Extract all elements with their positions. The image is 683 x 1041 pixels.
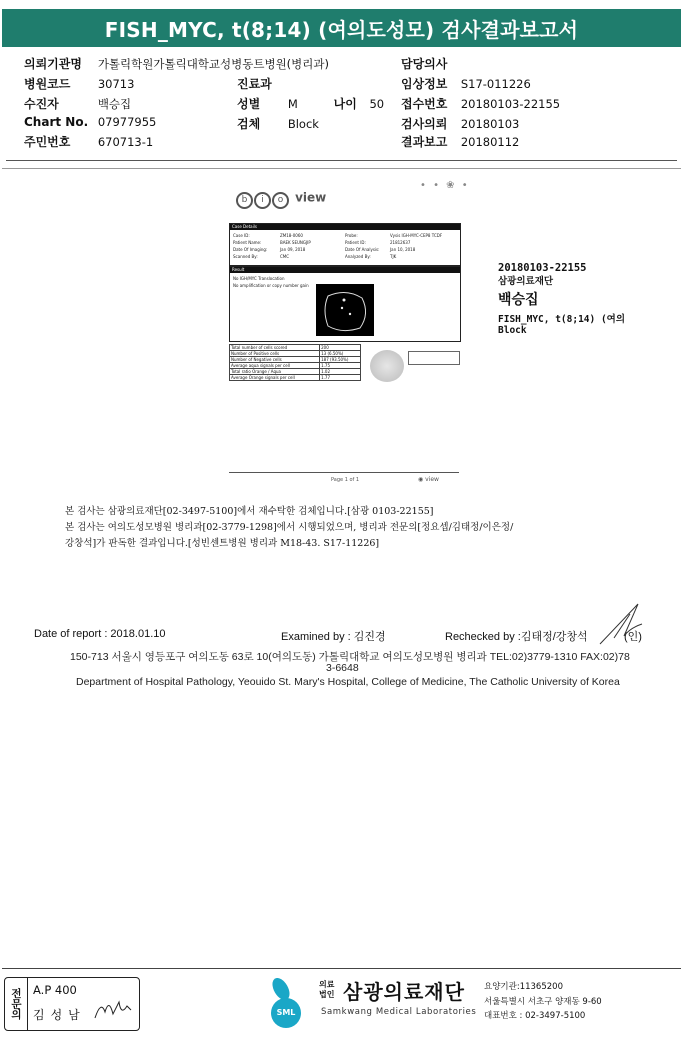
examined-by: Examined by : 김진경 <box>281 631 386 643</box>
stat-label: Average Orange signals per cell <box>230 375 320 381</box>
patient-name: BAEK SEUNGJIP <box>280 240 311 245</box>
logo-letter: i <box>254 192 271 209</box>
page-of-label: Page 1 of 1 <box>331 477 360 483</box>
pie-legend <box>408 351 460 365</box>
age-value: 50 <box>369 97 385 111</box>
specimen-row <box>237 115 319 132</box>
patient-id-label: Patient ID: <box>345 240 366 245</box>
dept-label: 진료과 <box>237 77 272 91</box>
stat-value: 187 (93.50%) <box>320 357 361 363</box>
hospital-code-label: 병원코드 <box>24 77 71 91</box>
clinical-label: 임상정보 <box>401 77 448 91</box>
logo-letter: o <box>272 192 289 209</box>
corp-english: Samkwang Medical Laboratories <box>321 1007 477 1017</box>
sticker-receipt: 20180103-22155 <box>498 262 587 274</box>
rechecked-seal: (인) <box>624 631 642 643</box>
patient-row <box>24 95 131 112</box>
patient-label: 수진자 <box>24 97 59 111</box>
hospital-code-row <box>24 75 134 92</box>
chart-value: 07977955 <box>97 115 157 129</box>
request-row <box>401 115 519 132</box>
imaging-label: Date Of Imaging: <box>233 247 268 252</box>
clinical-row <box>401 75 531 92</box>
sex-label: 성별 <box>237 97 261 111</box>
statement-line-3: 강창석]가 판독한 결과입니다.[성빈센트병원 병리과 M18-43. S17-11226] <box>65 538 380 549</box>
sticker-lab: 삼광의료재단 <box>498 276 554 287</box>
result-line-1: No IGH/MYC Translocation <box>233 276 285 281</box>
specimen-sticker <box>498 262 625 336</box>
institution-row <box>24 55 329 72</box>
rrn-label: 주민번호 <box>24 135 71 149</box>
stat-value: 200 <box>320 345 361 351</box>
scanned-label: Scanned By: <box>233 254 258 259</box>
scanned: CMC <box>280 254 290 259</box>
receipt-row <box>401 95 560 112</box>
specialist-stamp <box>4 977 140 1031</box>
dots-logo-icon: • • ❀ • <box>420 180 470 191</box>
corp-info-1: 요양기관:11365200 <box>484 982 563 992</box>
stamp-ap: A.P 400 <box>33 983 77 997</box>
table-row <box>230 375 361 381</box>
hospital-code-value: 30713 <box>97 77 135 91</box>
stamp-name: 김성남 <box>33 1008 86 1022</box>
header-divider <box>6 160 677 161</box>
rechecked-by: Rechecked by :김태정/강창석 <box>445 631 588 643</box>
doctor-row <box>401 55 447 72</box>
stat-label: Total number of cells scored <box>230 345 320 351</box>
mini-bioview-logo-icon: ◉ view <box>418 476 439 483</box>
result-line-2: No amplification or copy number gain <box>233 283 309 288</box>
corp-type-top: 의료 <box>319 980 335 989</box>
sml-circle-icon: SML <box>271 998 301 1028</box>
rrn-value: 670713-1 <box>97 135 154 149</box>
analysis-label: Date Of Analysis: <box>345 247 380 252</box>
sex-value: M <box>287 97 298 111</box>
department-english: Department of Hospital Pathology, Yeouido St. Mary's Hospital, College of Medicine, The Catholic University of Korea <box>76 676 620 688</box>
stats-table <box>229 344 361 381</box>
corp-info-3: 대표번호 : 02-3497-5100 <box>484 1011 586 1021</box>
stat-value: 1.77 <box>320 375 361 381</box>
date-of-report: Date of report : 2018.01.10 <box>34 628 166 640</box>
stamp-side-label: 전문의 <box>5 978 28 1030</box>
specimen-label: 검체 <box>237 117 261 131</box>
probe-label: Probe: <box>345 233 358 238</box>
signature-icon <box>594 600 650 650</box>
chart-label: Chart No. <box>24 115 89 129</box>
patient-value: 백승집 <box>97 97 132 111</box>
stat-label: Number of Negative cells <box>230 357 320 363</box>
corp-type-bottom: 법인 <box>319 990 335 999</box>
stat-value: 1.02 <box>320 369 361 375</box>
analyzed: TJK <box>390 254 397 259</box>
rrn-row <box>24 133 153 150</box>
age-label: 나이 <box>333 97 357 111</box>
pie-chart-icon <box>370 350 404 382</box>
stamp-signature-icon <box>91 994 135 1024</box>
fish-cell-image <box>316 284 374 336</box>
imaging: Jan 09, 2018 <box>280 247 306 252</box>
stat-label: Total ratio Orange / Aqua <box>230 369 320 375</box>
statement-line-2: 본 검사는 여의도성모병원 병리과[02-3779-1298]에서 시행되었으며, 병리과 전문의[정요셉/김태정/이은정/ <box>65 522 514 533</box>
stat-label: Average aqua signals per cell <box>230 363 320 369</box>
logo-word: view <box>295 190 327 205</box>
address-line-2: 3-6648 <box>326 662 359 674</box>
specimen-value: Block <box>287 117 319 131</box>
sex-row <box>237 95 384 112</box>
sticker-specimen: Block <box>498 325 527 336</box>
statement-line-1: 본 검사는 삼광의료재단[02-3497-5100]에서 재수탁한 검체입니다.[삼광 0103-22155] <box>65 506 434 517</box>
case-details-box <box>229 223 461 266</box>
result-title: Result <box>230 267 460 273</box>
stat-value: 13 (6.50%) <box>320 351 361 357</box>
doctor-label: 담당의사 <box>401 57 448 71</box>
corp-type <box>319 980 334 1000</box>
bioview-logo <box>236 187 326 209</box>
chart-row <box>24 115 156 129</box>
institution-value: 가톨릭학원가톨릭대학교성병동트병원(병리과) <box>97 57 329 71</box>
stat-value: 1.75 <box>320 363 361 369</box>
patient-id: 21812637 <box>390 240 411 245</box>
corp-name: 삼광의료재단 <box>343 980 465 1004</box>
dept-row <box>237 75 272 92</box>
case-details-title: Case Details <box>230 224 460 230</box>
institution-label: 의뢰기관명 <box>24 57 82 71</box>
case-id: ZM18-0060 <box>280 233 303 238</box>
case-id-label: Case ID: <box>233 233 250 238</box>
sticker-patient: 백승집 <box>498 292 539 308</box>
clinical-value: S17-011226 <box>460 77 531 91</box>
stat-label: Number of Positive cells <box>230 351 320 357</box>
logo-letter: b <box>236 192 253 209</box>
receipt-value: 20180103-22155 <box>460 97 561 111</box>
report-title: FISH_MYC, t(8;14) (여의도성모) 검사결과보고서 <box>2 9 681 47</box>
receipt-label: 접수번호 <box>401 97 448 111</box>
corp-info-2: 서울특별시 서초구 양재동 9-60 <box>484 997 602 1007</box>
sticker-test: FISH_MYC, t(8;14) (여의 <box>498 314 626 325</box>
cell-outline-icon <box>316 284 374 336</box>
result-label: 결과보고 <box>401 135 448 149</box>
analyzed-label: Analyzed By: <box>345 254 371 259</box>
result-row <box>401 133 519 150</box>
mini-footer-divider <box>229 472 459 473</box>
patient-name-label: Patient Name: <box>233 240 262 245</box>
request-label: 검사의뢰 <box>401 117 448 131</box>
analysis: Jan 10, 2018 <box>390 247 416 252</box>
request-value: 20180103 <box>460 117 520 131</box>
probe: Vysis IGH-MYC-CEP8 TCDF <box>390 233 443 238</box>
address-line-1: 150-713 서울시 영등포구 여의도동 63로 10(여의도동) 가톨릭대학교 여의도성모병원 병리과 TEL:02)3779-1310 FAX:02)78 <box>70 651 630 663</box>
footer-divider <box>2 968 681 969</box>
result-value: 20180112 <box>460 135 520 149</box>
